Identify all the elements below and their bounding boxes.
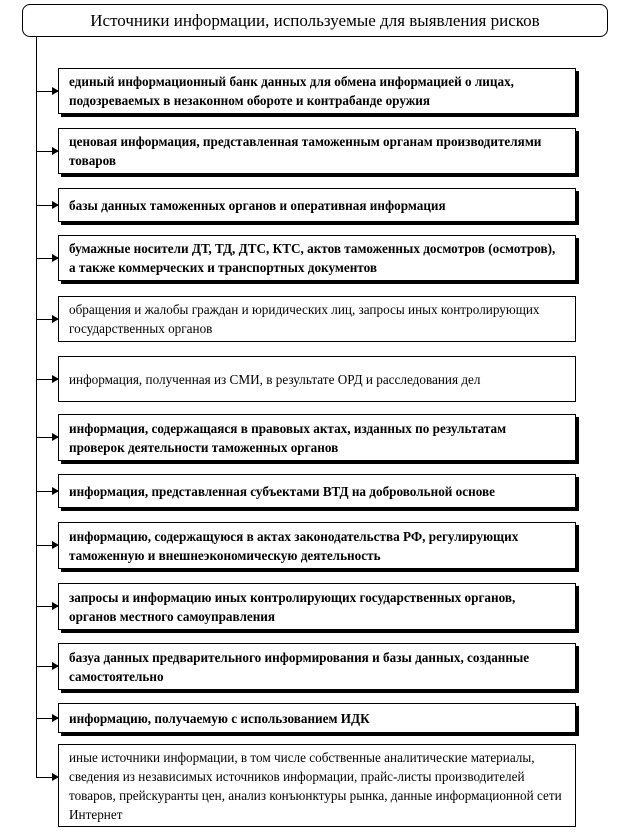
source-text-6: информация, полученная из СМИ, в результате ОРД и расследования дел bbox=[69, 371, 481, 387]
arrow-9 bbox=[36, 545, 58, 546]
source-text-5: обращения и жалобы граждан и юридических лиц, запросы иных контролирующих государственных органов bbox=[69, 302, 540, 336]
source-box-3 bbox=[58, 188, 576, 222]
source-box-1 bbox=[58, 68, 576, 114]
source-text-1: единый информационный банк данных для обмена информацией о лицах, подозреваемых в незаконном обороте и контрабанде оружия bbox=[69, 74, 514, 108]
source-box-8 bbox=[58, 474, 576, 508]
arrow-13 bbox=[36, 777, 58, 778]
source-text-7: информация, содержащаяся в правовых актах, изданных по результатам проверок деятельности таможенных органов bbox=[69, 420, 507, 455]
arrow-3 bbox=[36, 205, 58, 206]
source-box-2 bbox=[58, 128, 576, 174]
source-text-12: информацию, получаемую с использованием ИДК bbox=[69, 710, 370, 726]
source-box-7 bbox=[58, 414, 576, 461]
source-box-13 bbox=[58, 744, 576, 827]
source-text-2: ценовая информация, представленная таможенным органам производителями товаров bbox=[69, 134, 542, 168]
source-text-3: базы данных таможенных органов и оперативная информация bbox=[69, 197, 446, 213]
source-box-5 bbox=[58, 296, 576, 342]
source-text-4: бумажные носители ДТ, ТД, ДТС, КТС, актов таможенных досмотров (осмотров), а также коммерческих и транспортных документов bbox=[69, 241, 556, 275]
source-text-8: информация, представленная субъектами ВТД на добровольной основе bbox=[69, 483, 495, 499]
source-box-4 bbox=[58, 235, 576, 281]
arrow-6 bbox=[36, 379, 58, 380]
arrow-7 bbox=[36, 437, 58, 438]
source-text-11: базуа данных предварительного информирования и базы данных, созданные самостоятельно bbox=[69, 649, 530, 684]
source-box-10 bbox=[58, 583, 576, 630]
arrow-12 bbox=[36, 718, 58, 719]
arrow-1 bbox=[36, 91, 58, 92]
arrow-10 bbox=[36, 606, 58, 607]
arrow-4 bbox=[36, 258, 58, 259]
source-text-10: запросы и информацию иных контролирующих государственных органов, органов местного самоуправления bbox=[69, 589, 516, 624]
source-box-9 bbox=[58, 522, 576, 569]
source-box-11 bbox=[58, 643, 576, 690]
source-box-6 bbox=[58, 356, 576, 402]
arrow-11 bbox=[36, 666, 58, 667]
arrow-2 bbox=[36, 151, 58, 152]
diagram-title-text: Источники информации, используемые для выявления рисков bbox=[90, 10, 540, 30]
diagram-title bbox=[22, 4, 608, 37]
source-text-13: иные источники информации, в том числе собственные аналитические материалы, сведения из независимых источников информации, прайс-листы производителей товаров, прейскуранты цен, анализ конъюнктуры рынка, данные информационной сети Интернет bbox=[69, 749, 562, 822]
arrow-8 bbox=[36, 491, 58, 492]
source-box-12 bbox=[58, 703, 576, 733]
arrow-5 bbox=[36, 319, 58, 320]
source-text-9: информацию, содержащуюся в актах законодательства РФ, регулирующих таможенную и внешнеэкономическую деятельность bbox=[69, 528, 519, 563]
